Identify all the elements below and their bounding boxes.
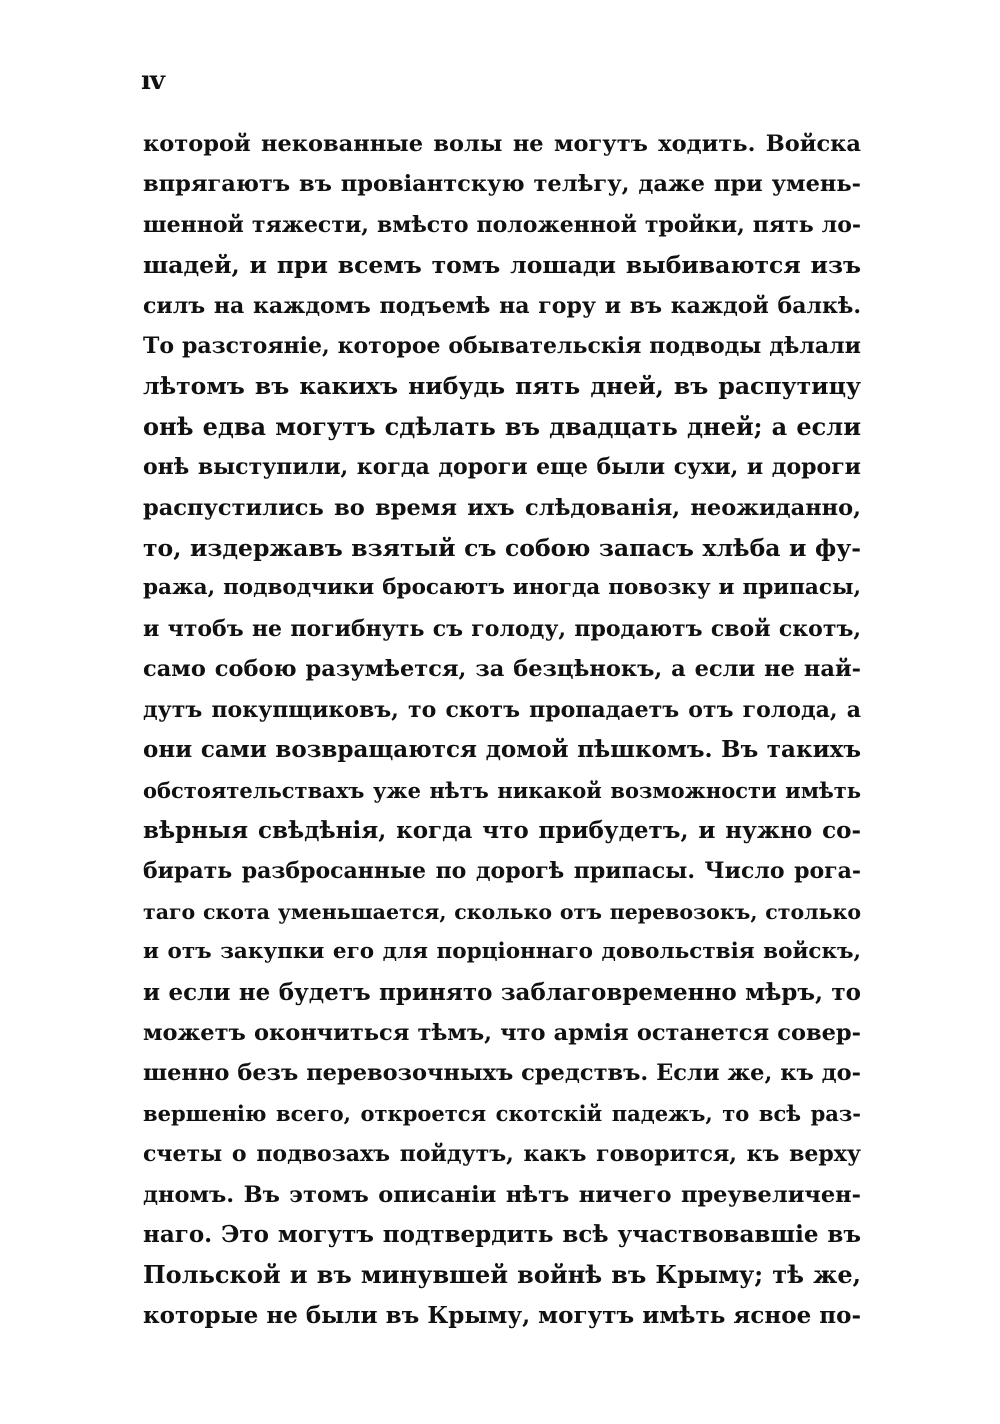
text-line: обстоятельствахъ уже нѣтъ никакой возможности имѣть: [143, 777, 861, 803]
body-text: [143, 124, 861, 1336]
text-line: и отъ закупки его для порціоннаго довольствія войскъ,: [143, 939, 861, 965]
text-line: счеты о подвозахъ пойдутъ, какъ говорится, къ верху: [143, 1141, 861, 1168]
text-line: таго скота уменьшается, сколько отъ перевозокъ, столько: [143, 899, 861, 924]
text-line: дномъ. Въ этомъ описаніи нѣтъ ничего преувеличен-: [143, 1181, 861, 1208]
text-line: вершенію всего, откроется скотскій падежъ, то всѣ раз-: [143, 1100, 861, 1126]
text-line: дутъ покупщиковъ, то скотъ пропадаетъ отъ голода, а: [143, 696, 861, 723]
text-line: и чтобъ не погибнуть съ голоду, продаютъ свой скотъ,: [143, 615, 861, 642]
text-line: вѣрныя свѣдѣнія, когда что прибудетъ, и нужно со-: [143, 816, 861, 844]
text-line: То разстояніе, которое обывательскія подводы дѣлали: [143, 333, 861, 360]
page-number: ıv: [141, 66, 164, 96]
text-line: распустились во время ихъ слѣдованія, неожиданно,: [143, 494, 861, 521]
text-line: шенной тяжести, вмѣсто положенной тройки, пять ло-: [143, 211, 861, 238]
text-line: можетъ окончиться тѣмъ, что армія останется совер-: [143, 1019, 861, 1046]
text-line: онѣ едва могутъ сдѣлать въ двадцать дней; а если: [143, 411, 861, 441]
text-line: бирать разбросанные по дорогѣ припасы. Число рога-: [143, 858, 861, 885]
text-line: и если не будетъ принято заблаговременно мѣръ, то: [143, 978, 861, 1006]
text-line: шенно безъ перевозочныхъ средствъ. Если же, къ до-: [143, 1060, 861, 1087]
text-line: онѣ выступили, когда дороги еще были сухи, и дороги: [143, 454, 861, 481]
text-line: они сами возвращаются домой пѣшкомъ. Въ такихъ: [143, 736, 861, 764]
text-line: лѣтомъ въ какихъ нибудь пять дней, въ распутицу: [143, 372, 861, 401]
text-line: которой некованные волы не могутъ ходить. Войска: [143, 131, 861, 157]
text-line: которые не были въ Крыму, могутъ имѣть ясное по-: [143, 1301, 861, 1329]
text-line: само собою разумѣется, за безцѣнокъ, а если не най-: [143, 656, 861, 683]
text-line: ража, подводчики бросаютъ иногда повозку и припасы,: [143, 575, 861, 601]
text-line: силъ на каждомъ подъемѣ на гору и въ каждой балкѣ.: [143, 292, 861, 319]
text-line: то, издержавъ взятый съ собою запасъ хлѣба и фу-: [143, 534, 861, 563]
text-line: впрягаютъ въ провіантскую телѣгу, даже при умень-: [143, 171, 861, 198]
text-line: Польской и въ минувшей войнѣ въ Крыму; тѣ же,: [143, 1260, 861, 1290]
text-line: наго. Это могутъ подтвердить всѣ участвовавшіе въ: [143, 1220, 861, 1248]
text-line: шадей, и при всемъ томъ лошади выбиваются изъ: [143, 251, 861, 280]
